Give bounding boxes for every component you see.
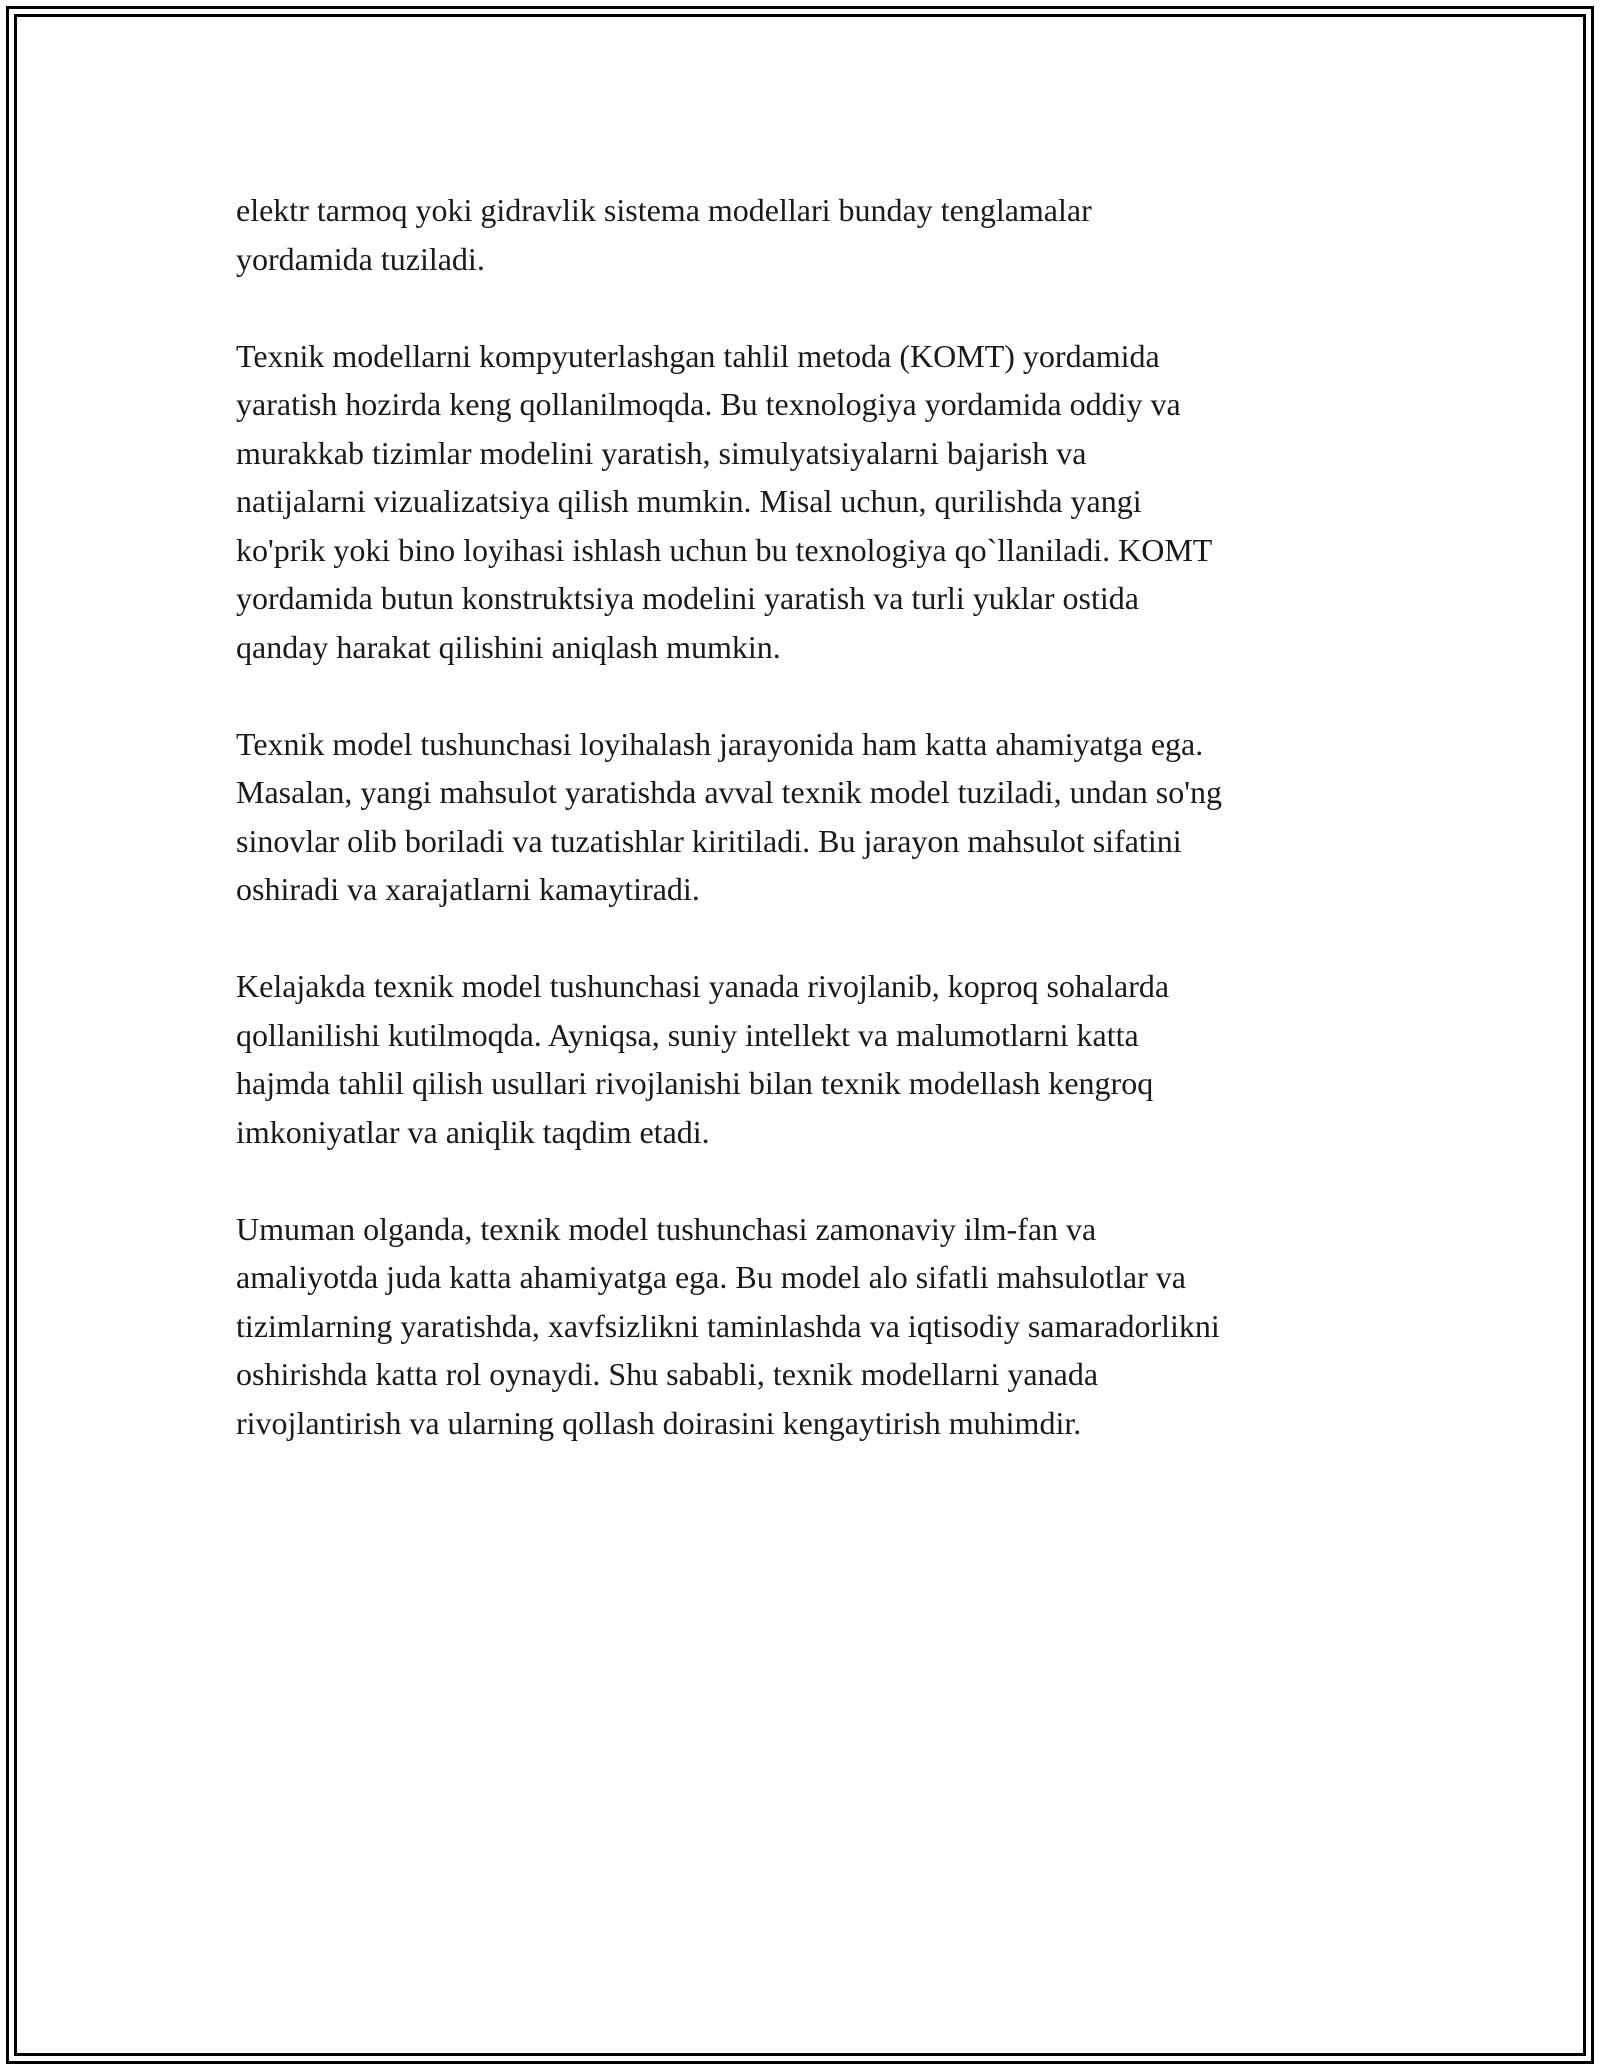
text-line: Kelajakda texnik model tushunchasi yanada rivojlanib, koproq sohalarda	[236, 968, 1170, 1004]
text-line: oshiradi va xarajatlarni kamaytiradi.	[236, 871, 700, 907]
paragraph-4	[236, 962, 1376, 1156]
paragraph-1	[236, 186, 1376, 283]
paragraph-2	[236, 332, 1376, 672]
text-line: oshirishda katta rol oynaydi. Shu sababli, texnik modellarni yanada	[236, 1356, 1099, 1392]
paragraph-3	[236, 720, 1376, 914]
text-line: rivojlantirish va ularning qollash doirasini kengaytirish muhimdir.	[236, 1404, 1082, 1441]
text-line: qanday harakat qilishini aniqlash mumkin.	[236, 628, 781, 665]
text-line: murakkab tizimlar modelini yaratish, simulyatsiyalarni bajarish va	[236, 434, 1087, 471]
text-line: sinovlar olib boriladi va tuzatishlar kiritiladi. Bu jarayon mahsulot sifatini	[236, 822, 1182, 859]
text-line: qollanilishi kutilmoqda. Ayniqsa, suniy intellekt va malumotlarni katta	[236, 1016, 1139, 1053]
paragraph-5	[236, 1205, 1376, 1448]
text-line: amaliyotda juda katta ahamiyatga ega. Bu model alo sifatli mahsulotlar va	[236, 1259, 1186, 1295]
text-line: yordamida tuziladi.	[236, 240, 485, 277]
text-line: ko'prik yoki bino loyihasi ishlash uchun bu texnologiya qo`llaniladi. KOMT	[236, 531, 1213, 568]
text-line: hajmda tahlil qilish usullari rivojlanishi bilan texnik modellash kengroq	[236, 1065, 1154, 1101]
text-line: Umuman olganda, texnik model tushunchasi zamonaviy ilm-fan va	[236, 1210, 1097, 1247]
text-line: tizimlarning yaratishda, xavfsizlikni taminlashda va iqtisodiy samaradorlikni	[236, 1307, 1220, 1344]
text-line: Texnik modellarni kompyuterlashgan tahlil metoda (KOMT) yordamida	[236, 337, 1160, 374]
text-line: natijalarni vizualizatsiya qilish mumkin. Misal uchun, qurilishda yangi	[236, 483, 1142, 519]
text-line: Masalan, yangi mahsulot yaratishda avval texnik model tuziladi, undan so'ng	[236, 774, 1222, 810]
text-line: yordamida butun konstruktsiya modelini yaratish va turli yuklar ostida	[236, 580, 1139, 616]
text-line: yaratish hozirda keng qollanilmoqda. Bu texnologiya yordamida oddiy va	[236, 386, 1181, 422]
text-line: elektr tarmoq yoki gidravlik sistema modellari bunday tenglamalar	[236, 192, 1092, 228]
document-body	[236, 186, 1376, 1496]
text-line: imkoniyatlar va aniqlik taqdim etadi.	[236, 1113, 710, 1150]
text-line: Texnik model tushunchasi loyihalash jarayonida ham katta ahamiyatga ega.	[236, 725, 1204, 762]
